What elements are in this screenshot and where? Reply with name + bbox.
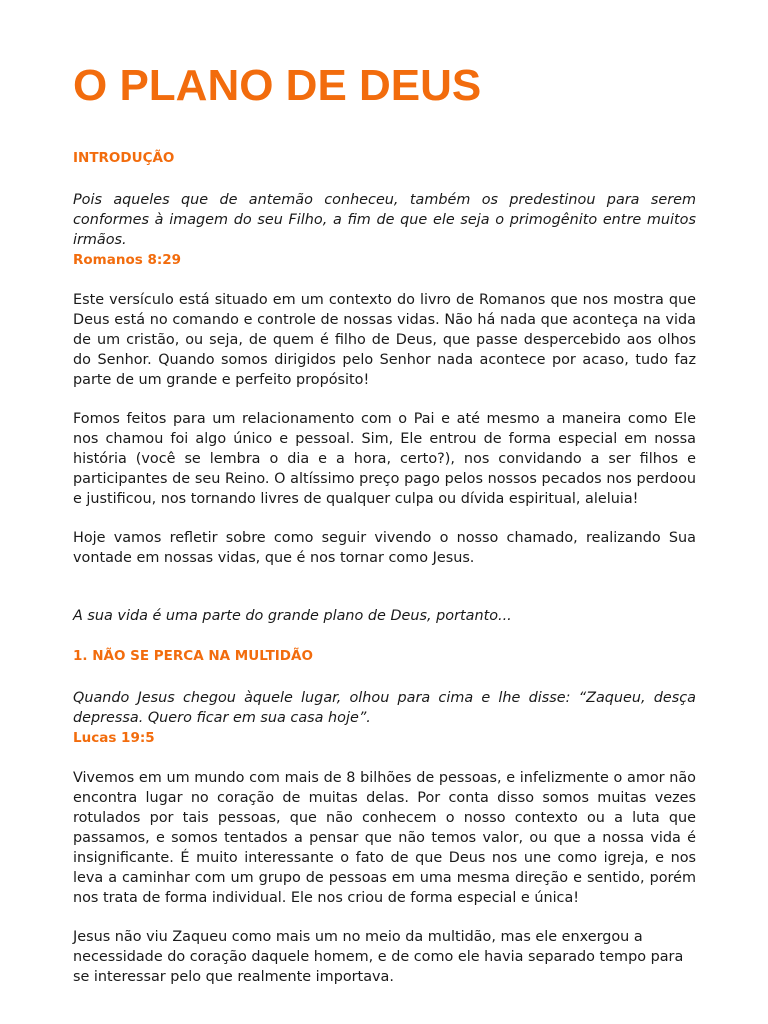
section-1-verse: Quando Jesus chegou àquele lugar, olhou para cima e lhe disse: “Zaqueu, desça depressa. Quero ficar em sua casa hoje”. — [73, 690, 696, 726]
intro-paragraph-1: Este versículo está situado em um contexto do livro de Romanos que nos mostra que Deus está no comando e controle de nossas vidas. Não há nada que aconteça na vida de um cristão, ou seja, de quem é filho de Deus, que passe despercebido aos olhos do Senhor. Quando somos dirigidos pelo Senhor nada acontece por acaso, tudo faz parte de um grande e perfeito propósito! — [73, 292, 696, 388]
intro-verse: Pois aqueles que de antemão conheceu, também os predestinou para serem conformes à imagem do seu Filho, a fim de que ele seja o primogênito entre muitos irmãos. — [73, 192, 696, 248]
intro-paragraph-3: Hoje vamos refletir sobre como seguir vivendo o nosso chamado, realizando Sua vontade em nossas vidas, que é nos tornar como Jesus. — [73, 530, 696, 566]
intro-verse-reference: Romanos 8:29 — [73, 252, 182, 268]
section-1-verse-reference: Lucas 19:5 — [73, 730, 155, 746]
section-1-heading: 1. NÃO SE PERCA NA MULTIDÃO — [73, 648, 313, 664]
document-page — [73, 58, 696, 1006]
document-title: O PLANO DE DEUS — [73, 61, 482, 110]
intro-paragraph-2: Fomos feitos para um relacionamento com o Pai e até mesmo a maneira como Ele nos chamou foi algo único e pessoal. Sim, Ele entrou de forma especial em nossa história (você se lembra o dia e a hora, certo?), nos convidando a ser filhos e participantes de seu Reino. O altíssimo preço pago pelos nossos pecados nos perdoou e justificou, nos tornando livres de qualquer culpa ou dívida espiritual, aleluia! — [73, 411, 696, 507]
section-1-paragraph-2: Jesus não viu Zaqueu como mais um no meio da multidão, mas ele enxergou a necessidade do coração daquele homem, e de como ele havia separado tempo para se interessar pelo que realmente importava. — [73, 929, 684, 985]
intro-heading: INTRODUÇÃO — [73, 150, 175, 166]
section-1-paragraph-1: Vivemos em um mundo com mais de 8 bilhões de pessoas, e infelizmente o amor não encontra lugar no coração de muitas delas. Por conta disso somos muitas vezes rotulados por tais pessoas, que não conhecem o nosso contexto ou a luta que passamos, e somos tentados a pensar que não temos valor, ou que a nossa vida é insignificante. É muito interessante o fato de que Deus nos une como igreja, e nos leva a caminhar com um grupo de pessoas em uma mesma direção e sentido, porém nos trata de forma individual. Ele nos criou de forma especial e única! — [73, 770, 696, 906]
lead-sentence: A sua vida é uma parte do grande plano de Deus, portanto... — [73, 608, 512, 624]
